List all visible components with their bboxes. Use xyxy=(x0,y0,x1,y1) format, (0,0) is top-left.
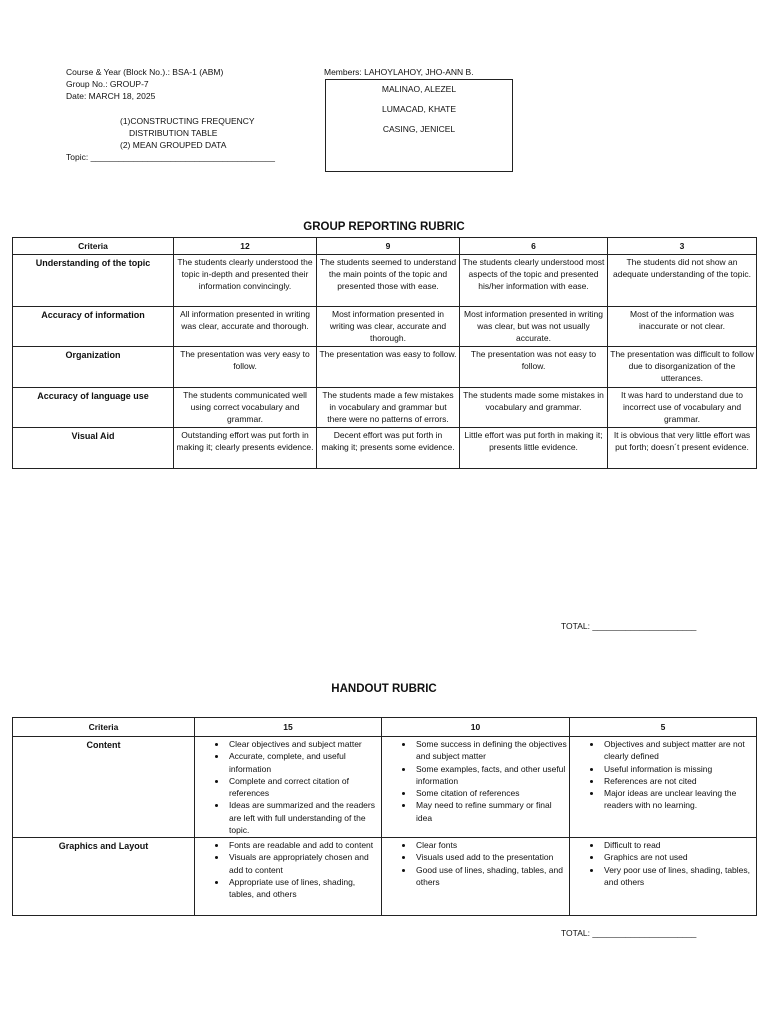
descriptor-cell: Outstanding effort was put forth in making it; clearly presents evidence. xyxy=(174,428,317,469)
descriptor-cell: The students clearly understood the topic in-depth and presented their information convincingly. xyxy=(174,255,317,307)
bullet-item: • Complete and correct citation of references xyxy=(227,775,379,800)
descriptor-cell: The presentation was very easy to follow. xyxy=(174,347,317,388)
group-rubric-total: TOTAL: ______________________ xyxy=(561,621,697,631)
descriptor-cell xyxy=(195,838,382,916)
descriptor-cell: Decent effort was put forth in making it; presents some evidence. xyxy=(317,428,460,469)
column-header: 3 xyxy=(608,238,757,255)
group-rubric-title: GROUP REPORTING RUBRIC xyxy=(303,221,465,233)
table-header-row xyxy=(13,718,757,737)
descriptor-cell: Most information presented in writing was clear, but was not usually accurate. xyxy=(460,307,608,347)
descriptor-cell: The students did not show an adequate understanding of the topic. xyxy=(608,255,757,307)
bullet-item: • References are not cited xyxy=(602,775,754,787)
handout-rubric-table xyxy=(12,717,757,916)
descriptor-cell: The students made a few mistakes in vocabulary and grammar but there were no patterns of errors. xyxy=(317,388,460,428)
table-row xyxy=(13,838,757,916)
descriptor-cell: All information presented in writing was clear, accurate and thorough. xyxy=(174,307,317,347)
bullet-list xyxy=(572,738,754,812)
topic-line-1: (1)CONSTRUCTING FREQUENCY xyxy=(120,116,255,126)
criteria-cell: Content xyxy=(13,737,195,838)
bullet-item: • Clear objectives and subject matter xyxy=(227,738,379,750)
handout-rubric-total: TOTAL: ______________________ xyxy=(561,928,697,938)
bullet-item: • Ideas are summarized and the readers are left with full understanding of the topic. xyxy=(227,799,379,836)
bullet-item: • Clear fonts xyxy=(414,839,567,851)
criteria-cell: Understanding of the topic xyxy=(13,255,174,307)
bullet-item: • Appropriate use of lines, shading, tables, and others xyxy=(227,876,379,901)
descriptor-cell: Little effort was put forth in making it; presents little evidence. xyxy=(460,428,608,469)
bullet-list xyxy=(384,839,567,888)
bullet-item: • Some examples, facts, and other useful information xyxy=(414,763,567,788)
criteria-cell: Graphics and Layout xyxy=(13,838,195,916)
table-row xyxy=(13,255,757,307)
table-row xyxy=(13,428,757,469)
bullet-list xyxy=(197,738,379,836)
column-header: 6 xyxy=(460,238,608,255)
column-header: 5 xyxy=(570,718,757,737)
table-row xyxy=(13,388,757,428)
descriptor-cell xyxy=(570,838,757,916)
course-year-line: Course & Year (Block No.).: BSA-1 (ABM) xyxy=(66,67,224,77)
bullet-item: • Graphics are not used xyxy=(602,851,754,863)
criteria-cell: Accuracy of language use xyxy=(13,388,174,428)
descriptor-cell: It is obvious that very little effort was put forth; doesn´t present evidence. xyxy=(608,428,757,469)
bullet-item: • Very poor use of lines, shading, tables, and others xyxy=(602,864,754,889)
table-header-row xyxy=(13,238,757,255)
column-header: Criteria xyxy=(13,238,174,255)
bullet-list xyxy=(384,738,567,824)
topic-line-3: (2) MEAN GROUPED DATA xyxy=(120,140,227,150)
handout-rubric-title: HANDOUT RUBRIC xyxy=(331,683,437,695)
column-header: Criteria xyxy=(13,718,195,737)
descriptor-cell: The presentation was easy to follow. xyxy=(317,347,460,388)
criteria-cell: Visual Aid xyxy=(13,428,174,469)
date-line: Date: MARCH 18, 2025 xyxy=(66,91,156,101)
descriptor-cell: The presentation was not easy to follow. xyxy=(460,347,608,388)
bullet-item: • Good use of lines, shading, tables, and others xyxy=(414,864,567,889)
topic-label: Topic: _______________________________________ xyxy=(66,152,275,162)
bullet-item: • Visuals are appropriately chosen and add to content xyxy=(227,851,379,876)
bullet-item: • Major ideas are unclear leaving the readers with no learning. xyxy=(602,787,754,812)
members-label: Members: LAHOYLAHOY, JHO-ANN B. xyxy=(324,67,474,77)
bullet-list xyxy=(197,839,379,900)
column-header: 9 xyxy=(317,238,460,255)
bullet-item: • Accurate, complete, and useful information xyxy=(227,750,379,775)
bullet-item: • May need to refine summary or final idea xyxy=(414,799,567,824)
member-name: MALINAO, ALEZEL xyxy=(381,84,457,94)
group-number-line: Group No.: GROUP-7 xyxy=(66,79,149,89)
column-header: 10 xyxy=(382,718,570,737)
bullet-item: • Fonts are readable and add to content xyxy=(227,839,379,851)
column-header: 12 xyxy=(174,238,317,255)
descriptor-cell xyxy=(195,737,382,838)
descriptor-cell: The students communicated well using correct vocabulary and grammar. xyxy=(174,388,317,428)
descriptor-cell: The students seemed to understand the main points of the topic and presented those with ease. xyxy=(317,255,460,307)
bullet-item: • Difficult to read xyxy=(602,839,754,851)
bullet-item: • Visuals used add to the presentation xyxy=(414,851,567,863)
members-box xyxy=(325,79,513,172)
descriptor-cell: The presentation was difficult to follow due to disorganization of the utterances. xyxy=(608,347,757,388)
table-row xyxy=(13,307,757,347)
descriptor-cell xyxy=(382,737,570,838)
descriptor-cell: It was hard to understand due to incorrect use of vocabulary and grammar. xyxy=(608,388,757,428)
descriptor-cell: Most of the information was inaccurate or not clear. xyxy=(608,307,757,347)
descriptor-cell: The students clearly understood most aspects of the topic and presented his/her information with ease. xyxy=(460,255,608,307)
table-row xyxy=(13,347,757,388)
descriptor-cell xyxy=(382,838,570,916)
bullet-list xyxy=(572,839,754,888)
bullet-item: • Objectives and subject matter are not clearly defined xyxy=(602,738,754,763)
table-row xyxy=(13,737,757,838)
member-name: CASING, JENICEL xyxy=(382,124,456,134)
criteria-cell: Accuracy of information xyxy=(13,307,174,347)
column-header: 15 xyxy=(195,718,382,737)
bullet-item: • Some citation of references xyxy=(414,787,567,799)
member-name: LUMACAD, KHATE xyxy=(382,104,456,114)
topic-line-2: DISTRIBUTION TABLE xyxy=(129,128,218,138)
criteria-cell: Organization xyxy=(13,347,174,388)
bullet-item: • Some success in defining the objectives and subject matter xyxy=(414,738,567,763)
descriptor-cell: Most information presented in writing was clear, accurate and thorough. xyxy=(317,307,460,347)
descriptor-cell: The students made some mistakes in vocabulary and grammar. xyxy=(460,388,608,428)
descriptor-cell xyxy=(570,737,757,838)
group-rubric-table xyxy=(12,237,757,469)
bullet-item: • Useful information is missing xyxy=(602,763,754,775)
